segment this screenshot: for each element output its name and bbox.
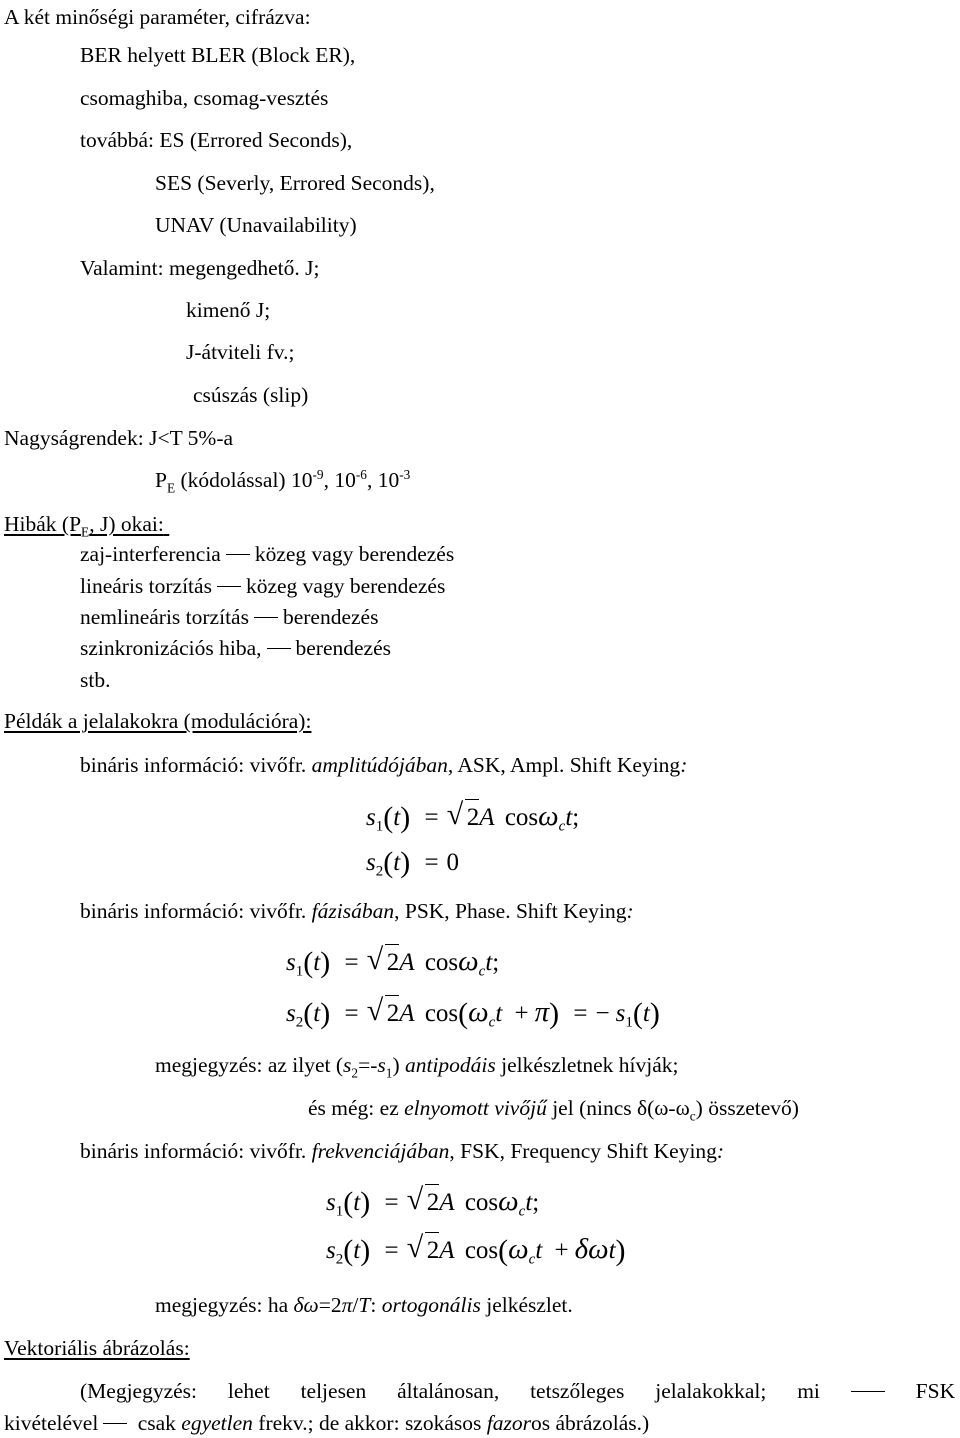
dash-separator [103, 1423, 127, 1424]
allowed-line: Valamint: megengedhető. J; [80, 256, 320, 280]
orthogonal-note: megjegyzés: ha δω=2π/T: ortogonális jelkészlet. [155, 1293, 573, 1317]
packet-error-line: csomaghiba, csomag-vesztés [80, 86, 329, 110]
examples-heading: Példák a jelalakokra (modulációra): [4, 709, 312, 733]
transfer-fn-line: J-átviteli fv.; [186, 340, 295, 364]
suppressed-carrier-note: és még: ez elnyomott vivőjű jel (nincs $\delta(\omega-\omega_c)$ összetevő) [308, 1096, 799, 1124]
dash-separator [267, 648, 291, 649]
equation-psk-s2: $s_2(t)$ = √ 2A $\cos(\omega_ct + \pi)$ = − $s_1(t)$ [286, 998, 660, 1030]
intro-line: A két minőségi paraméter, cifrázva: [4, 5, 311, 29]
dash-separator [851, 1391, 885, 1392]
final-note-line-1: (Megjegyzés: lehet teljesen általánosan, tetszőleges jelalakokkal; mi FSK [80, 1379, 956, 1403]
slip-line: csúszás (slip) [193, 383, 309, 407]
equation-ask-s2: $s_2(t) = 0$ [366, 846, 460, 880]
equation-fsk-s1: $s_1(t)$ = √ 2A cosω$_c$t; [326, 1187, 539, 1219]
es-line: továbbá: ES (Errored Seconds), [80, 128, 353, 152]
dash-separator [254, 617, 278, 618]
unav-line: UNAV (Unavailability) [155, 213, 357, 237]
error-item: stb. [80, 668, 111, 692]
equation-fsk-s2: $s_2(t)$ = √ 2A $\cos(\omega_ct + \delta\omega t)$ [326, 1235, 626, 1267]
pe-values-line: $P_E$ (kódolással) $10^{-9}$, $10^{-6}$, $10^{-3}$ [155, 466, 411, 496]
ask-line: bináris információ: vivőfr. amplitúdójában, ASK, Ampl. Shift Keying: [80, 753, 688, 777]
equation-psk-s1: $s_1(t)$ = √ 2A cosω$_c$t; [286, 947, 499, 979]
magnitudes-line: Nagyságrendek: J<T 5%-a [4, 426, 234, 450]
error-item: nemlineáris torzítás berendezés [80, 605, 379, 629]
ses-line: SES (Severly, Errored Seconds), [155, 171, 435, 195]
fsk-line: bináris információ: vivőfr. frekvenciájában, FSK, Frequency Shift Keying: [80, 1139, 725, 1163]
ber-line: BER helyett BLER (Block ER), [80, 43, 356, 67]
errors-heading: Hibák ($P_E$, J) okai: [4, 512, 164, 540]
equation-ask-s1: $s_1(t)$ = √ 2A cosω$_c$t; [366, 802, 579, 834]
dash-separator [217, 586, 241, 587]
output-j-line: kimenő J; [186, 298, 271, 322]
antipodal-note: megjegyzés: az ilyet $(s_2=-s_1)$ antipodáis jelkészletnek hívják; [155, 1053, 679, 1081]
error-item: szinkronizációs hiba, berendezés [80, 636, 392, 660]
final-note-line-2: kivételével csak egyetlen frekv.; de akkor: szokásos fazoros ábrázolás.) [4, 1411, 650, 1435]
psk-line: bináris információ: vivőfr. fázisában, PSK, Phase. Shift Keying: [80, 899, 634, 923]
error-item: zaj-interferencia közeg vagy berendezés [80, 542, 455, 566]
error-item: lineáris torzítás közeg vagy berendezés [80, 574, 446, 598]
dash-separator [226, 554, 250, 555]
vector-heading: Vektoriális ábrázolás: [4, 1336, 190, 1360]
